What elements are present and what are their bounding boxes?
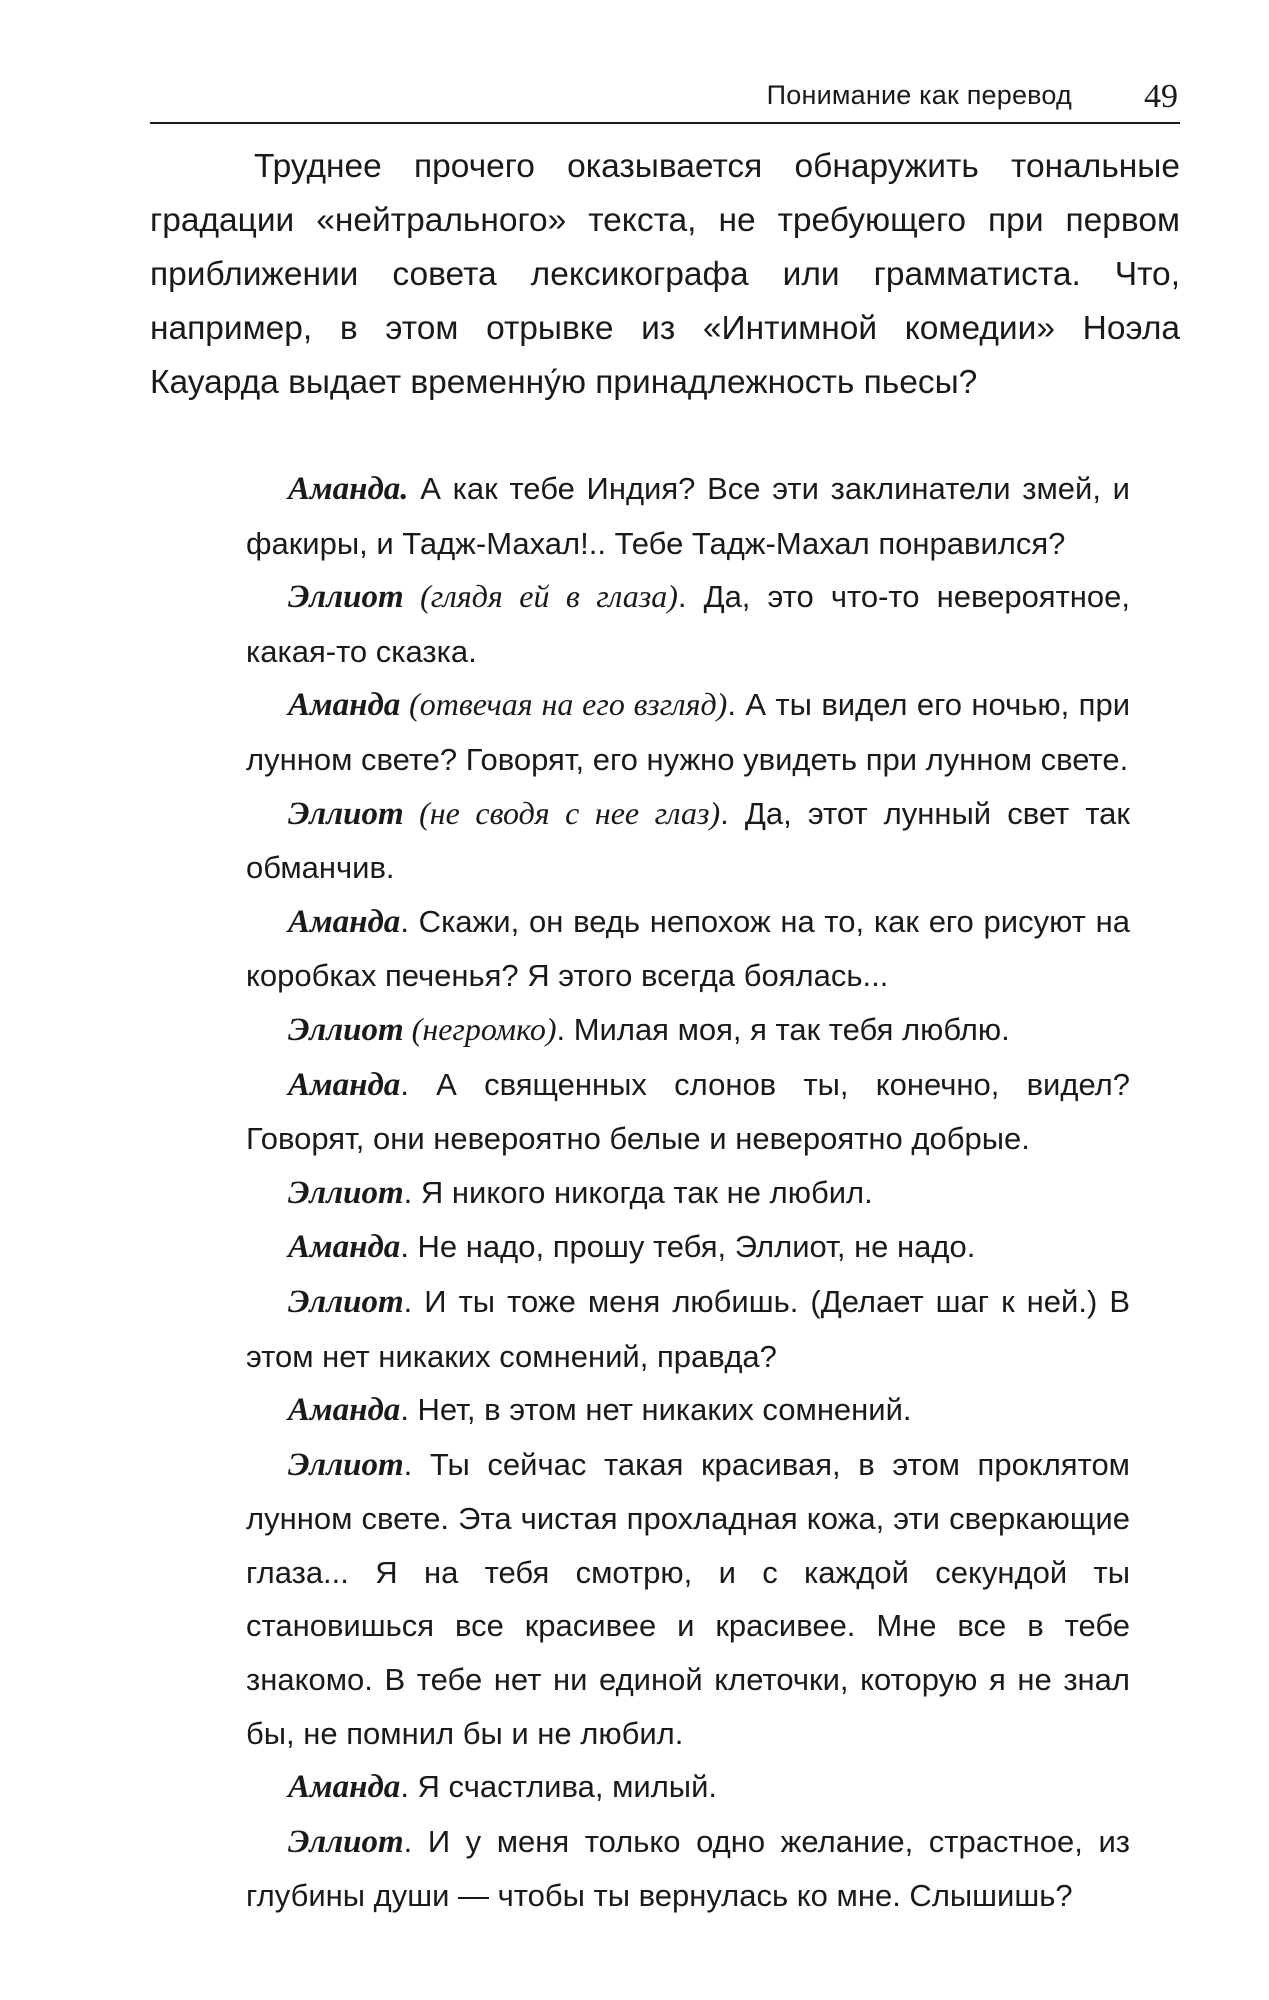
speaker-name: Аманда: [288, 1229, 401, 1266]
speaker-name: Аманда: [288, 1392, 401, 1429]
speaker-name: Аманда.: [288, 471, 409, 507]
dialogue-line: [246, 1815, 1130, 1923]
speaker-name: Эллиот: [288, 795, 404, 832]
speaker-name: Аманда: [288, 903, 401, 940]
dialogue-line: [246, 895, 1130, 1003]
dialogue-line: [246, 1438, 1130, 1761]
running-title: Понимание как перевод: [766, 80, 1072, 110]
dialogue-line: [246, 1166, 1130, 1221]
stage-direction: (отвечая на его взгляд): [400, 686, 728, 723]
stage-direction: (негромко): [403, 1010, 557, 1047]
speaker-name: Эллиот: [288, 1174, 404, 1211]
dialogue-line: [246, 1275, 1130, 1383]
dialogue-line: [246, 570, 1130, 678]
speaker-name: Эллиот: [288, 1823, 404, 1860]
dialogue-line: [246, 1383, 1130, 1438]
line-text: . А ты видел его ночью, при лунном свете? Говорят, его нужно увидеть при лунном свете.: [246, 687, 1131, 777]
dialogue-line: [246, 1760, 1130, 1815]
dialogue-line: [246, 1003, 1130, 1058]
speaker-name: Аманда: [288, 1066, 401, 1103]
speaker-name: Эллиот: [288, 1011, 404, 1048]
line-text: . Скажи, он ведь непохож на то, как его рисуют на коробках печенья? Я этого всегда боялась...: [246, 903, 1130, 994]
dialogue-line: [246, 1058, 1130, 1166]
line-text: А как тебе Индия? Все эти заклинатели змей, и факиры, и Тадж-Махал!.. Тебе Тадж-Махал понравился?: [246, 471, 1130, 561]
speaker-name: Аманда: [288, 687, 401, 724]
dialogue-line: [246, 787, 1130, 895]
line-text: . Ты сейчас такая красивая, в этом проклятом лунном свете. Эта чистая прохладная кожа, эти сверкающие глаза... Я на тебя смотрю, и с каждой секундой ты становишься все красивее и красивее. Мне все в тебе знакомо. В тебе нет ни единой клеточки, которую я не знал бы, не помнил бы и не любил.: [246, 1446, 1130, 1751]
line-text: . Я счастлива, милый.: [400, 1769, 718, 1805]
line-text: . Не надо, прошу тебя, Эллиот, не надо.: [400, 1229, 976, 1265]
intro-paragraph: Труднее прочего оказывается обнаружить тональные градации «нейтрального» текста, не требующего при первом приближении совета лексикографа или грамматиста. Что, например, в этом отрывке из «Интимной комедии» Ноэла Кауарда выдает временну́ю принадлежность пьесы?: [150, 148, 1180, 401]
line-text: . Я никого никогда так не любил.: [403, 1174, 873, 1210]
line-text: . И у меня только одно желание, страстное, из глубины души — чтобы ты вернулась ко мне. Слышишь?: [246, 1823, 1130, 1914]
dialogue-line: [246, 1220, 1130, 1275]
stage-direction: (глядя ей в глаза): [403, 578, 678, 615]
speaker-name: Эллиот: [288, 1446, 404, 1483]
page-number: 49: [1144, 78, 1178, 115]
running-header: [150, 78, 1180, 124]
speaker-name: Эллиот: [288, 579, 404, 616]
line-text: . Милая моя, я так тебя люблю.: [556, 1011, 1010, 1047]
line-text: . Нет, в этом нет никаких сомнений.: [400, 1392, 912, 1428]
intro-paragraph-block: [150, 140, 1180, 410]
dialogue-line: [246, 462, 1130, 570]
line-text: . И ты тоже меня любишь. (Делает шаг к ней.) В этом нет никаких сомнений, правда?: [246, 1283, 1130, 1374]
speaker-name: Эллиот: [288, 1283, 404, 1320]
line-text: . Да, это что-то невероятное, какая-то сказка.: [246, 579, 1131, 669]
line-text: . А священных слонов ты, конечно, видел? Говорят, они невероятно белые и невероятно добрые.: [246, 1066, 1130, 1157]
line-text: . Да, этот лунный свет так обманчив.: [246, 795, 1130, 886]
dialogue-excerpt: [246, 462, 1130, 1923]
speaker-name: Аманда: [288, 1769, 401, 1806]
dialogue-line: [246, 678, 1130, 786]
stage-direction: (не сводя с нее глаз): [403, 794, 721, 831]
